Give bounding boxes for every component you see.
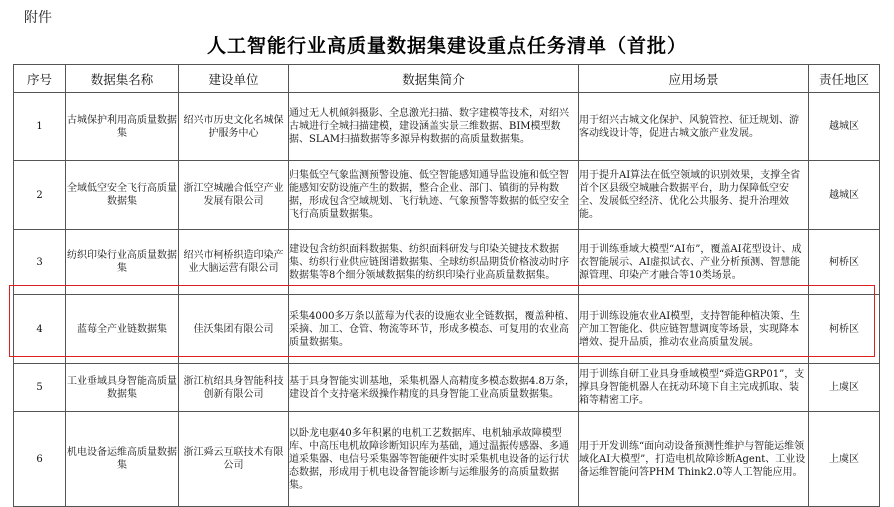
row-construction-unit: 绍兴市历史文化名城保护服务中心 <box>179 93 289 161</box>
table-row <box>14 161 880 230</box>
row-dataset-intro: 建设包含纺织面料数据集、纺织面料研发与印染关键技术数据集、纺织行业供应链图谱数据集、全球纺织品期货价格波动时序数据集等8个细分领域数据集的纺织印染行业高质量数据集。 <box>289 230 579 295</box>
header-seq: 序号 <box>14 65 66 93</box>
row-dataset-intro: 通过无人机倾斜摄影、全息激光扫描、数字建模等技术，对绍兴古城进行全城扫描建模，建设涵盖实景三维数据、BIM模型数据、SLAM扫描数据等多源异构数据的高质量数据集。 <box>289 93 579 161</box>
row-dataset-intro: 以卧龙电驱40多年积累的电机工艺数据库、电机轴承故障模型库、中高压电机故障诊断知识库为基础，通过温振传感器、多通道采集器、电信号采集器等智能硬件实时采集机电设备的运行状态数据，形成用于机电设备智能诊断与运维服务的高质量数据集。 <box>289 412 579 507</box>
row-dataset-name: 工业垂域具身智能高质量数据集 <box>66 364 179 412</box>
row-dataset-name: 纺织印染行业高质量数据集 <box>66 230 179 295</box>
table-row <box>14 412 880 507</box>
header-construction-unit: 建设单位 <box>179 65 289 93</box>
row-construction-unit: 浙江杭绍具身智能科技创新有限公司 <box>179 364 289 412</box>
row-seq: 2 <box>14 161 66 230</box>
table-row <box>14 230 880 295</box>
row-application-scenario: 用于训练设施农业AI模型，支持智能种植决策、生产加工智能化、供应链智慧调度等场景，实现降本增效、提升品质，推动农业高质量发展。 <box>579 295 809 364</box>
row-seq: 6 <box>14 412 66 507</box>
table-row <box>14 93 880 161</box>
row-dataset-name: 全域低空安全飞行高质量数据集 <box>66 161 179 230</box>
row-responsible-district: 柯桥区 <box>809 230 880 295</box>
row-dataset-name: 古城保护利用高质量数据集 <box>66 93 179 161</box>
row-seq: 5 <box>14 364 66 412</box>
table-row-highlighted <box>14 295 880 364</box>
task-list-table <box>13 64 880 507</box>
row-dataset-intro: 采集4000多万条以蓝莓为代表的设施农业全链数据，覆盖种植、采摘、加工、仓管、物流等环节，形成多模态、可复用的农业高质量数据集。 <box>289 295 579 364</box>
row-application-scenario: 用于训练垂域大模型“AI布”，覆盖AI花型设计、成衣智能展示、AI虚拟试衣、产业分析预测、智慧能源管理、印染产才融合等10类场景。 <box>579 230 809 295</box>
header-dataset-name: 数据集名称 <box>66 65 179 93</box>
header-responsible-district: 责任地区 <box>809 65 880 93</box>
page-title: 人工智能行业高质量数据集建设重点任务清单（首批） <box>206 35 687 57</box>
row-construction-unit: 佳沃集团有限公司 <box>179 295 289 364</box>
row-application-scenario: 用于开发训练“面向动设备预测性维护与智能运维领域化AI大模型”，打造电机故障诊断Agent、工业设备运维智能问答PHM Think2.0等人工智能应用。 <box>579 412 809 507</box>
header-application-scenario: 应用场景 <box>579 65 809 93</box>
row-responsible-district: 越城区 <box>809 161 880 230</box>
table-row <box>14 364 880 412</box>
attachment-label: 附件 <box>24 10 52 26</box>
row-construction-unit: 绍兴市柯桥织造印染产业大脑运营有限公司 <box>179 230 289 295</box>
row-dataset-intro: 基于具身智能实训基地，采集机器人高精度多模态数据4.8万条，建设首个支持毫米级操作精度的具身智能工业高质量数据集。 <box>289 364 579 412</box>
row-application-scenario: 用于提升AI算法在低空领域的识别效果，支撑全省首个区县级空城融合数据平台，助力保障低空安全、发展低空经济、优化公共服务、提升治理效能。 <box>579 161 809 230</box>
row-seq: 4 <box>14 295 66 364</box>
row-application-scenario: 用于绍兴古城文化保护、风貌管控、征迁规划、游客动线设计等，促进古城文旅产业发展。 <box>579 93 809 161</box>
row-construction-unit: 浙江空城融合低空产业发展有限公司 <box>179 161 289 230</box>
header-dataset-intro: 数据集简介 <box>289 65 579 93</box>
row-seq: 1 <box>14 93 66 161</box>
row-dataset-intro: 归集低空气象监测预警设施、低空智能感知通导监设施和低空智能感知安防设施产生的数据，整合企业、部门、镇街的异构数据，形成包含空域规划、飞行轨迹、气象预警等数据的低空安全飞行高质量数据集。 <box>289 161 579 230</box>
row-construction-unit: 浙江舜云互联技术有限公司 <box>179 412 289 507</box>
row-dataset-name: 机电设备运维高质量数据集 <box>66 412 179 507</box>
row-application-scenario: 用于训练自研工业具身垂域模型“舜造GRP01”，支撑具身智能机器人在抚动环境下自主完成抓取、装箱等精密工序。 <box>579 364 809 412</box>
table-header-row <box>14 65 880 93</box>
row-dataset-name: 蓝莓全产业链数据集 <box>66 295 179 364</box>
row-responsible-district: 上虞区 <box>809 412 880 507</box>
row-responsible-district: 上虞区 <box>809 364 880 412</box>
row-responsible-district: 柯桥区 <box>809 295 880 364</box>
row-responsible-district: 越城区 <box>809 93 880 161</box>
row-seq: 3 <box>14 230 66 295</box>
